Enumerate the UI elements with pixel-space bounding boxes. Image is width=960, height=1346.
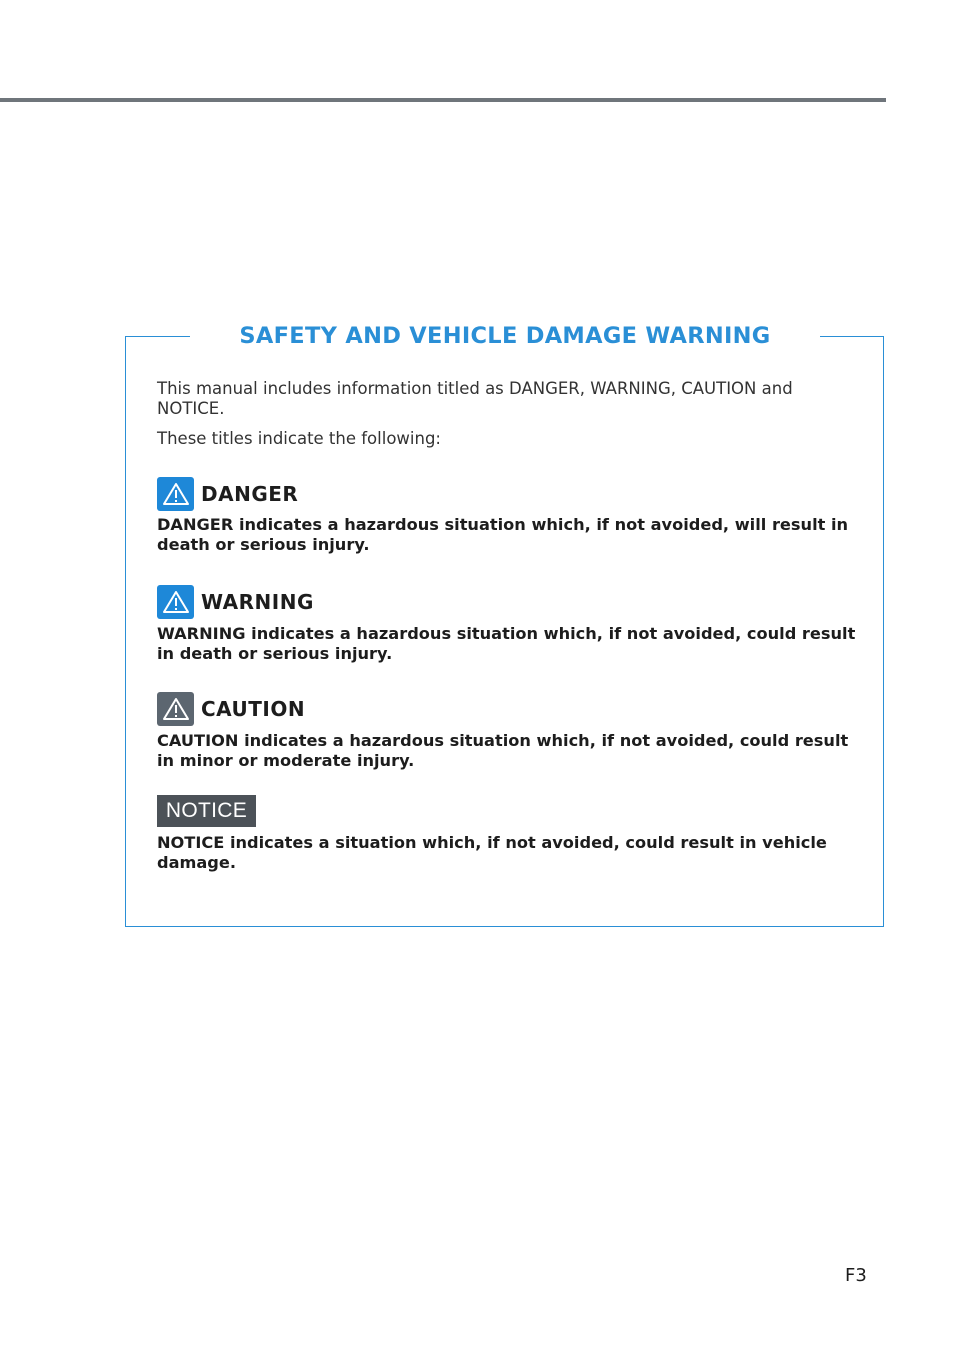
page-number: F3 bbox=[845, 1265, 867, 1286]
danger-description: DANGER indicates a hazardous situation which, if not avoided, will result in death or serious injury. bbox=[157, 515, 849, 554]
warning-triangle-icon bbox=[157, 585, 194, 619]
notice-description: NOTICE indicates a situation which, if not avoided, could result in vehicle damage. bbox=[157, 833, 827, 872]
warning-description: WARNING indicates a hazardous situation which, if not avoided, could result in death or serious injury. bbox=[157, 624, 856, 663]
notice-badge: NOTICE bbox=[157, 795, 256, 827]
warning-heading-label: WARNING bbox=[201, 590, 314, 614]
box-title: SAFETY AND VEHICLE DAMAGE WARNING bbox=[239, 323, 771, 349]
warning-heading bbox=[157, 585, 314, 619]
intro-paragraph-2: These titles indicate the following: bbox=[157, 429, 441, 448]
caution-heading-label: CAUTION bbox=[201, 697, 306, 721]
top-rule bbox=[0, 98, 886, 102]
caution-heading bbox=[157, 692, 305, 726]
box-title-wrap bbox=[190, 318, 820, 354]
warning-triangle-icon bbox=[157, 477, 194, 511]
warning-triangle-icon bbox=[157, 692, 194, 726]
danger-heading bbox=[157, 477, 298, 511]
caution-description: CAUTION indicates a hazardous situation which, if not avoided, could result in minor or moderate injury. bbox=[157, 731, 849, 770]
danger-heading-label: DANGER bbox=[201, 482, 299, 506]
intro-paragraph: This manual includes information titled as DANGER, WARNING, CAUTION and NOTICE. bbox=[157, 379, 793, 418]
